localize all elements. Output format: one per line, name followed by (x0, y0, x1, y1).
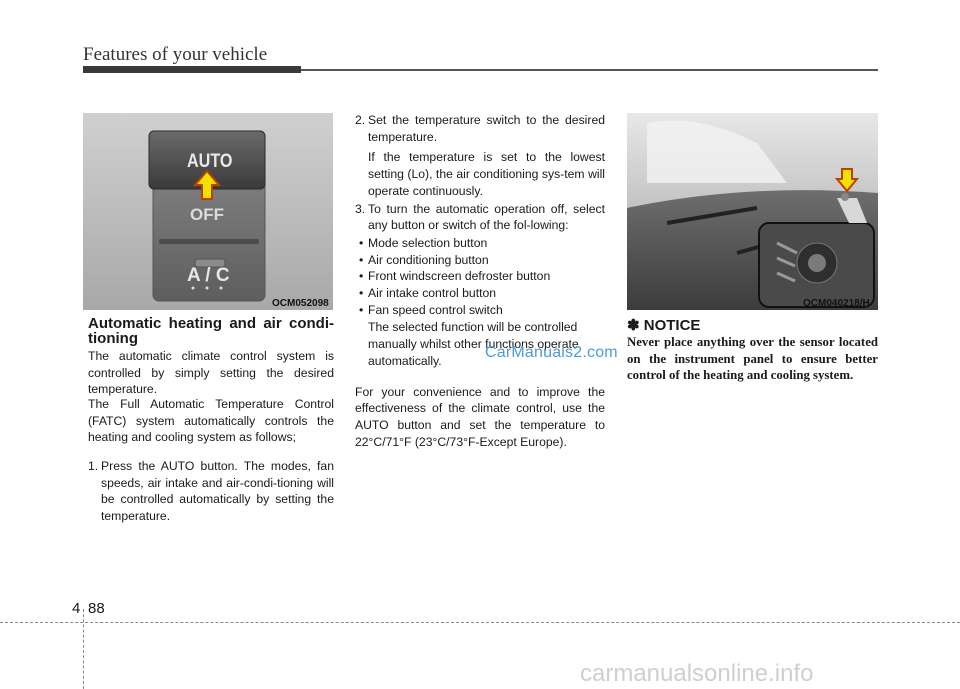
footer-rule (0, 622, 960, 623)
step-3-number: 3. (355, 201, 366, 216)
step-3-note: The selected function will be controlled manually whilst other functions operate automatically. (368, 320, 579, 368)
step-2-number: 2. (355, 113, 366, 127)
watermark-carmanuals2: CarManuals2.com (485, 344, 618, 361)
fatc-paragraph: The Full Automatic Temperature Control (FATC) system automatically controls the heating and cooling system as follows; (88, 397, 334, 445)
section-heading-line2: tioning (88, 330, 138, 347)
dashboard-sensor-illustration (627, 113, 878, 310)
section-heading (88, 316, 334, 346)
step-3-bullet-list (355, 235, 605, 319)
notice-body: Never place anything over the sensor located on the instrument panel to ensure better control of the heating and cooling system. (627, 335, 878, 382)
step-2-text: Set the temperature switch to the desired temperature. (368, 113, 605, 144)
list-item: • Air conditioning button (355, 252, 605, 269)
section-number: 4 (72, 600, 81, 617)
step-1-text: Press the AUTO button. The modes, fan speeds, air intake and air-condi-tioning will be controlled automatically by setting the temperature. (101, 459, 334, 524)
middle-column (355, 112, 605, 450)
left-photo-caption: OCM052098 (272, 298, 329, 309)
step-2-note: If the temperature is set to the lowest setting (Lo), the air conditioning sys-tem will operate continuously. (368, 150, 605, 198)
page-header-title: Features of your vehicle (83, 44, 268, 65)
list-item: • Fan speed control switch (355, 302, 605, 319)
right-photo-caption: OCM040218/H (803, 298, 870, 309)
step-1-number: 1. (88, 459, 99, 473)
dashboard-sensor-photo (627, 113, 878, 310)
step-3-text: To turn the automatic operation off, select any button or switch of the fol-lowing: (368, 201, 605, 233)
ac-button-label: A / C (187, 265, 230, 286)
notice-title: ✽ NOTICE (627, 317, 701, 334)
step-3 (355, 201, 605, 234)
section-heading-line1: Automatic heating and air condi- (88, 315, 334, 332)
step-1 (88, 458, 334, 525)
step-2 (355, 112, 605, 145)
auto-button-label: AUTO (187, 151, 233, 172)
header-bar (83, 66, 301, 73)
list-item: • Front windscreen defroster button (355, 268, 605, 285)
list-item: • Air intake control button (355, 285, 605, 302)
footer-divider (83, 609, 84, 689)
temperature-paragraph: For your convenience and to improve the effectiveness of the climate control, use the AUTO button and set the temperature to 22°C/71°F (23°C/73°F-Except Europe). (355, 384, 605, 449)
intro-paragraph: The automatic climate control system is controlled by simply setting the desired temperature. (88, 349, 334, 397)
page-number: 88 (88, 600, 105, 617)
list-item: • Mode selection button (355, 235, 605, 252)
climate-buttons-photo (83, 113, 333, 310)
off-button-label: OFF (190, 205, 224, 224)
watermark-carmanualsonline: carmanualsonline.info (580, 660, 814, 687)
